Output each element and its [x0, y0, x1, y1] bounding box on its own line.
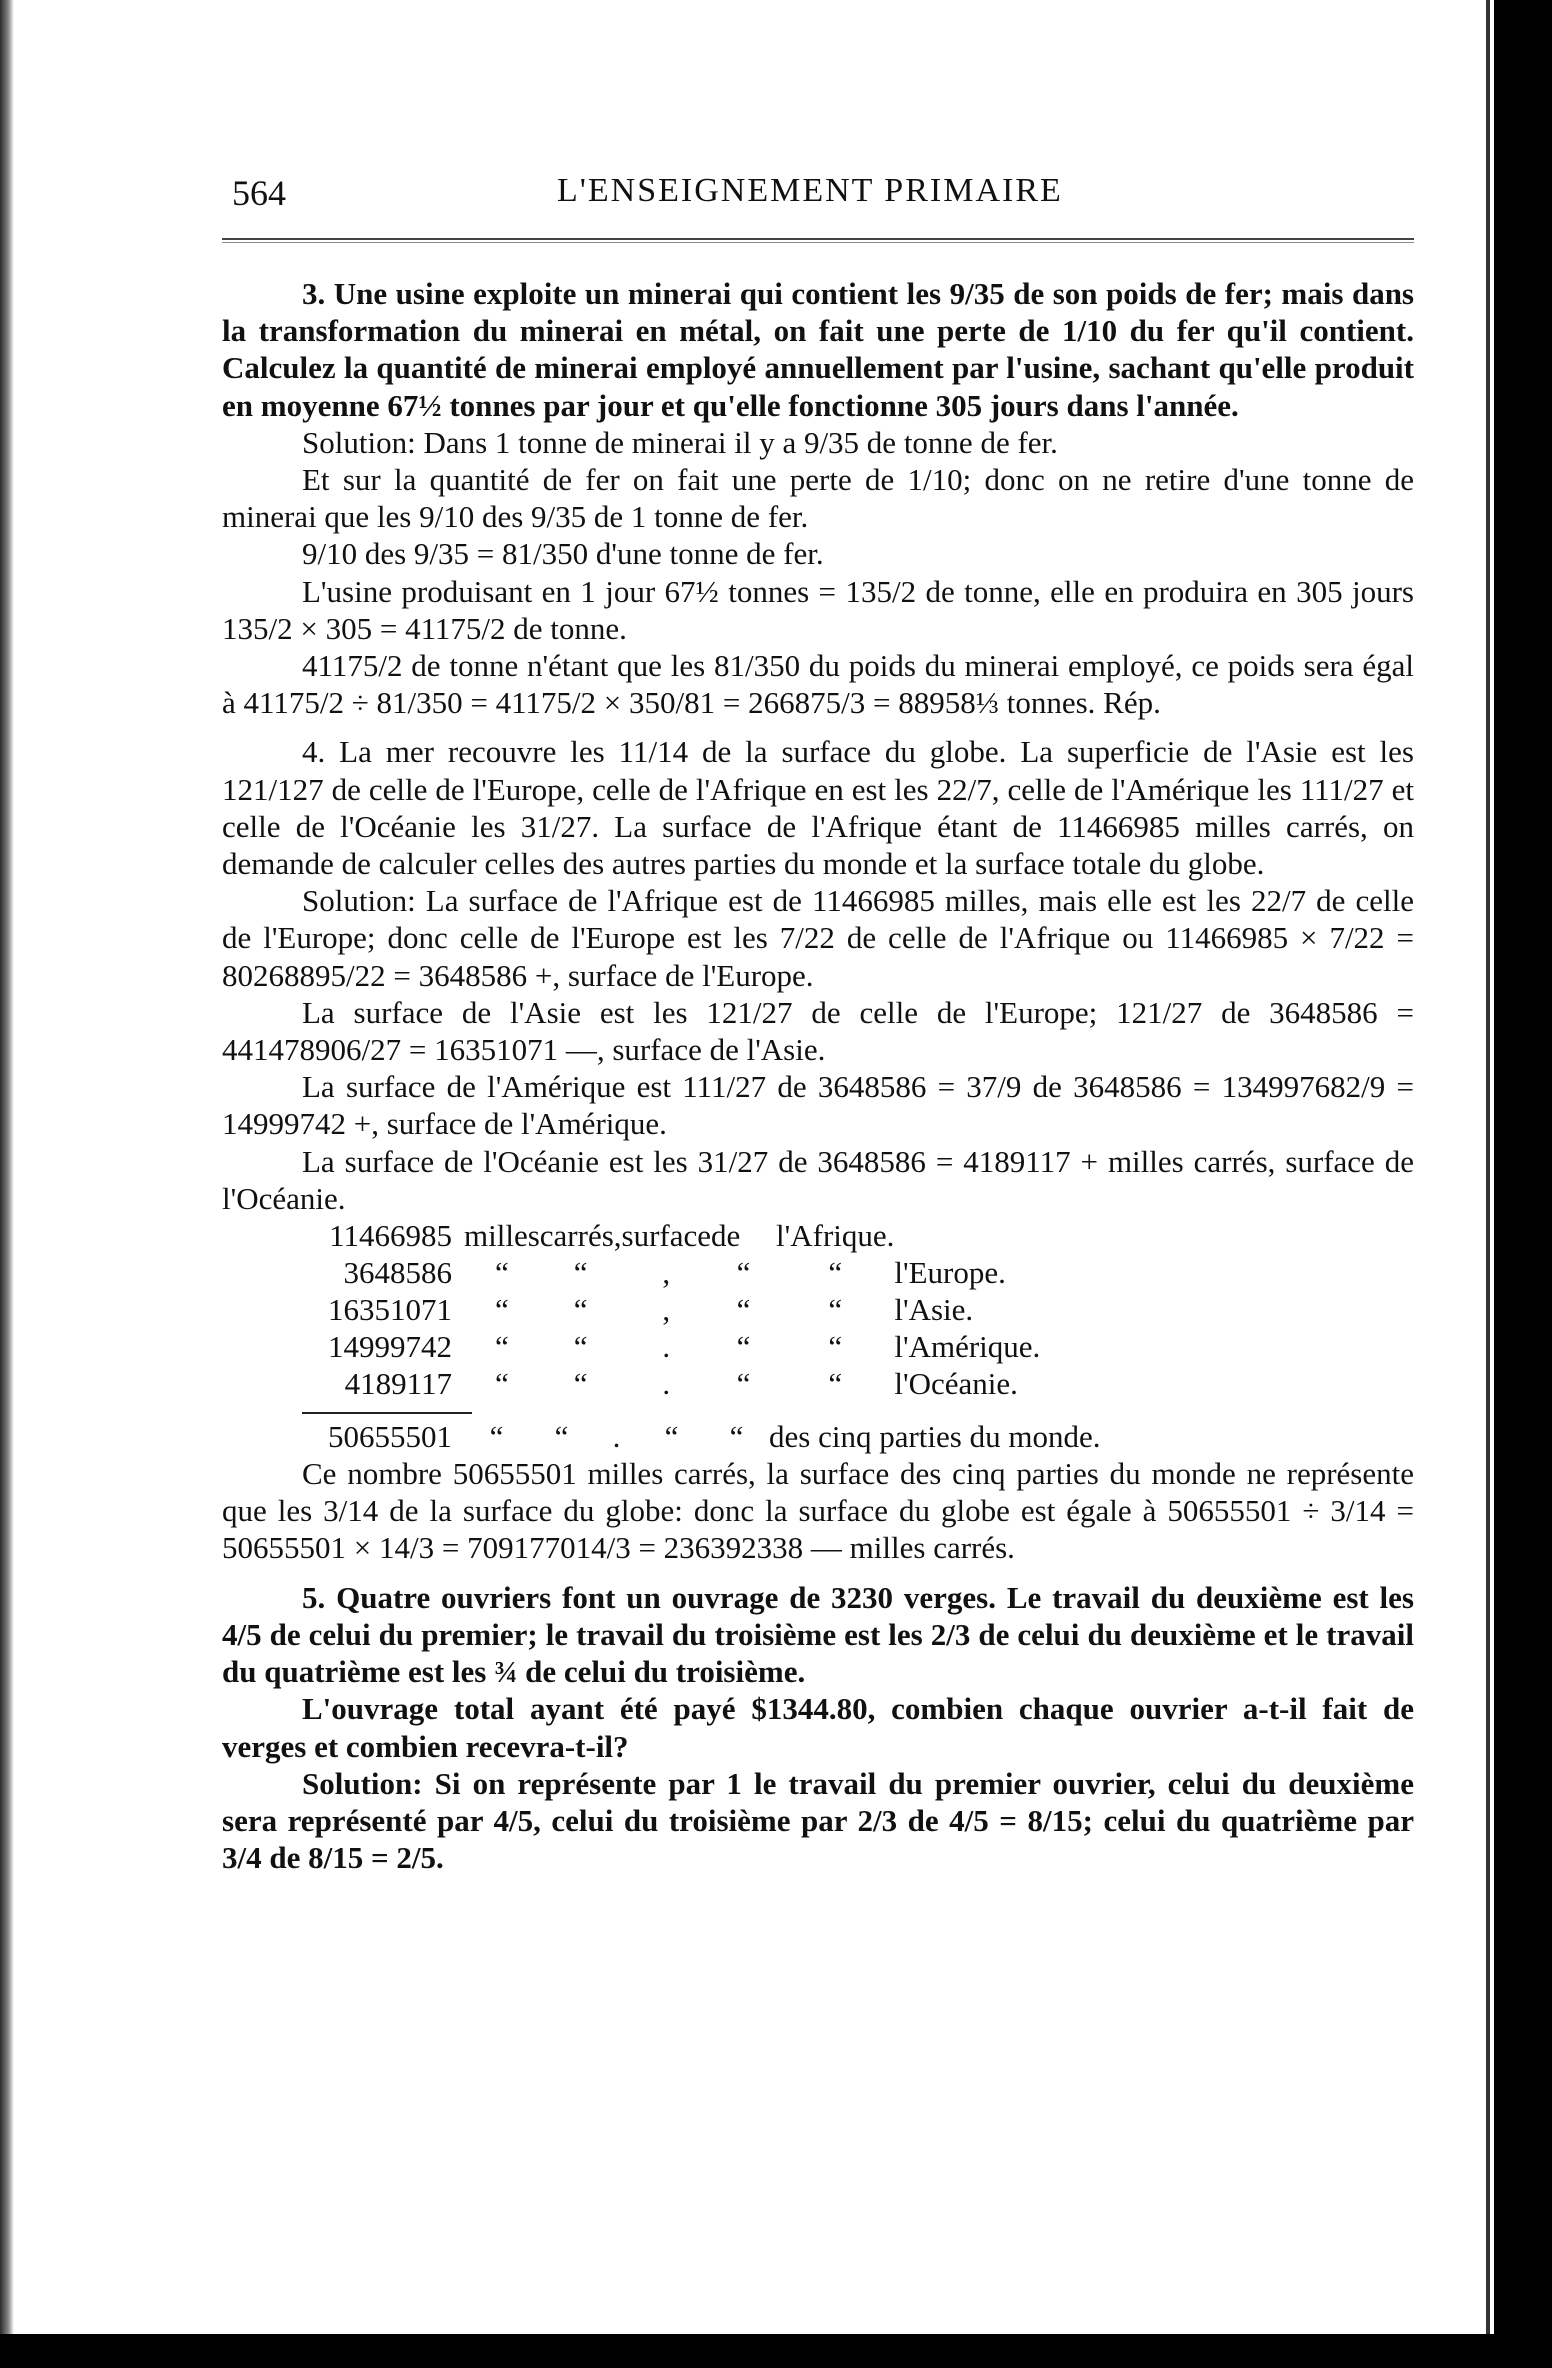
row-sep: , — [662, 1292, 671, 1328]
ditto-mark: “ — [573, 1255, 588, 1291]
running-head — [222, 172, 1414, 232]
ditto-mark: “ — [828, 1366, 843, 1402]
row-word: milles — [464, 1218, 540, 1254]
row-value: 3648586 — [343, 1255, 452, 1291]
row-label: l'Asie. — [894, 1292, 974, 1328]
row-label: l'Océanie. — [894, 1366, 1018, 1402]
ditto-mark: “ — [554, 1419, 569, 1455]
book-page — [222, 172, 1414, 1876]
ditto-mark: “ — [489, 1419, 504, 1455]
ditto-mark: “ — [495, 1255, 509, 1291]
running-title: L'ENSEIGNEMENT PRIMAIRE — [557, 172, 1063, 209]
ditto-mark: “ — [495, 1366, 509, 1402]
row-sep: , — [662, 1255, 671, 1291]
row-value: 4189117 — [344, 1366, 452, 1402]
table-row-total — [302, 1418, 1100, 1455]
ditto-mark: “ — [573, 1329, 588, 1365]
scan-edge-line — [1486, 0, 1490, 2368]
ditto-mark: “ — [736, 1329, 751, 1365]
solution-4: Solution: La surface de l'Afrique est de 11466985 milles, mais elle est les 22/7 de celle de l'Europe; donc celle de l'Europe est les 7/22 de celle de l'Afrique ou 11466985 × 7/22 = 80268895/22 = 3648586 +, surface de l'Europe. — [222, 883, 1414, 993]
header-rule — [222, 238, 1414, 243]
solution-4-globe: Ce nombre 50655501 milles carrés, la surface des cinq parties du monde ne représente que les 3/14 de la surface du globe: donc la surface du globe est égale à 50655501 ÷ 3/14 = 50655501 × 14/3 = 709177014/3 = 236392338 — milles carrés. — [222, 1456, 1414, 1566]
total-value: 50655501 — [328, 1419, 452, 1455]
page-number: 564 — [232, 173, 286, 213]
ditto-mark: “ — [573, 1292, 588, 1328]
scan-edge-bottom — [0, 2334, 1552, 2368]
problem-4: 4. La mer recouvre les 11/14 de la surface du globe. La superficie de l'Asie est les 121/127 de celle de l'Europe, celle de l'Afrique en est les 22/7, celle de l'Amérique les 111/27 et celle de l'Océanie les 31/27. La surface de l'Afrique étant de 11466985 milles carrés, on demande de calculer celles des autres parties du monde et la surface totale du globe. — [222, 734, 1414, 882]
row-value: 14999742 — [328, 1329, 452, 1365]
row-label: l'Amérique. — [894, 1329, 1041, 1365]
ditto-mark: “ — [736, 1366, 751, 1402]
table-row — [302, 1328, 1040, 1365]
table-row — [302, 1365, 1040, 1402]
scan-edge-left — [0, 0, 14, 2368]
ditto-mark: “ — [828, 1255, 843, 1291]
row-sep: . — [662, 1366, 671, 1402]
table-row — [302, 1254, 1040, 1291]
row-value: 16351071 — [328, 1292, 452, 1328]
ditto-mark: “ — [828, 1292, 843, 1328]
page-body — [222, 275, 1414, 1876]
surfaces-table — [302, 1217, 1040, 1402]
row-word: surface — [621, 1218, 712, 1254]
row-word: de — [711, 1218, 741, 1254]
total-label: des cinq parties du monde. — [769, 1419, 1101, 1455]
solution-3-step-1: Et sur la quantité de fer on fait une perte de 1/10; donc on ne retire d'une tonne de minerai que les 9/10 des 9/35 de 1 tonne de fer. — [222, 462, 1414, 535]
table-row — [302, 1291, 1040, 1328]
row-label: l'Europe. — [894, 1255, 1006, 1291]
solution-3-step-3: L'usine produisant en 1 jour 67½ tonnes = 135/2 de tonne, elle en produira en 305 jours 135/2 × 305 = 41175/2 de tonne. — [222, 573, 1414, 646]
solution-4-asie: La surface de l'Asie est les 121/27 de celle de l'Europe; 121/27 de 3648586 = 441478906/27 = 16351071 —, surface de l'Asie. — [222, 994, 1414, 1068]
ditto-mark: “ — [736, 1292, 751, 1328]
problem-3: 3. Une usine exploite un minerai qui contient les 9/35 de son poids de fer; mais dans la transformation du minerai en métal, on fait une perte de 1/10 du fer qu'il contient. Calculez la quantité de minerai employé annuellement par l'usine, sachant qu'elle produit en moyenne 67½ tonnes par jour et qu'elle fonctionne 305 jours dans l'année. — [222, 276, 1414, 423]
row-label: l'Afrique. — [776, 1218, 895, 1254]
row-word: carrés, — [539, 1218, 622, 1254]
surfaces-total — [302, 1418, 1100, 1455]
solution-4-amerique: La surface de l'Amérique est 111/27 de 3648586 = 37/9 de 3648586 = 134997682/9 = 14999742 +, surface de l'Amérique. — [222, 1069, 1414, 1142]
row-sep: . — [612, 1419, 621, 1455]
scan-edge-right — [1494, 0, 1552, 2368]
ditto-mark: “ — [573, 1366, 588, 1402]
solution-3-step-4: 41175/2 de tonne n'étant que les 81/350 du poids du minerai employé, ce poids sera égal à 41175/2 ÷ 81/350 = 41175/2 × 350/81 = 266875/3 = 88958⅓ tonnes. Rép. — [222, 648, 1414, 721]
row-sep: . — [662, 1329, 671, 1365]
sum-rule — [302, 1412, 472, 1414]
solution-4-oceanie: La surface de l'Océanie est les 31/27 de 3648586 = 4189117 + milles carrés, surface de l'Océanie. — [222, 1143, 1414, 1216]
solution-3-step-2: 9/10 des 9/35 = 81/350 d'une tonne de fer. — [302, 536, 824, 572]
solution-3: Solution: Dans 1 tonne de minerai il y a 9/35 de tonne de fer. — [302, 424, 1058, 460]
ditto-mark: “ — [664, 1419, 679, 1455]
row-value: 11466985 — [329, 1218, 452, 1254]
problem-5-question: L'ouvrage total ayant été payé $1344.80, combien chaque ouvrier a-t-il fait de verges et combien recevra-t-il? — [222, 1691, 1414, 1764]
problem-5: 5. Quatre ouvriers font un ouvrage de 3230 verges. Le travail du deuxième est les 4/5 de celui du premier; le travail du troisième est les 2/3 de celui du deuxième et le travail du quatrième est les ¾ de celui du troisième. — [222, 1579, 1414, 1690]
ditto-mark: “ — [729, 1419, 744, 1455]
ditto-mark: “ — [495, 1329, 509, 1365]
ditto-mark: “ — [828, 1329, 843, 1365]
solution-5: Solution: Si on représente par 1 le travail du premier ouvrier, celui du deuxième sera représenté par 4/5, celui du troisième par 2/3 de 4/5 = 8/15; celui du quatrième par 3/4 de 8/15 = 2/5. — [222, 1765, 1414, 1876]
ditto-mark: “ — [495, 1292, 509, 1328]
table-row — [302, 1217, 1040, 1254]
ditto-mark: “ — [736, 1255, 751, 1291]
